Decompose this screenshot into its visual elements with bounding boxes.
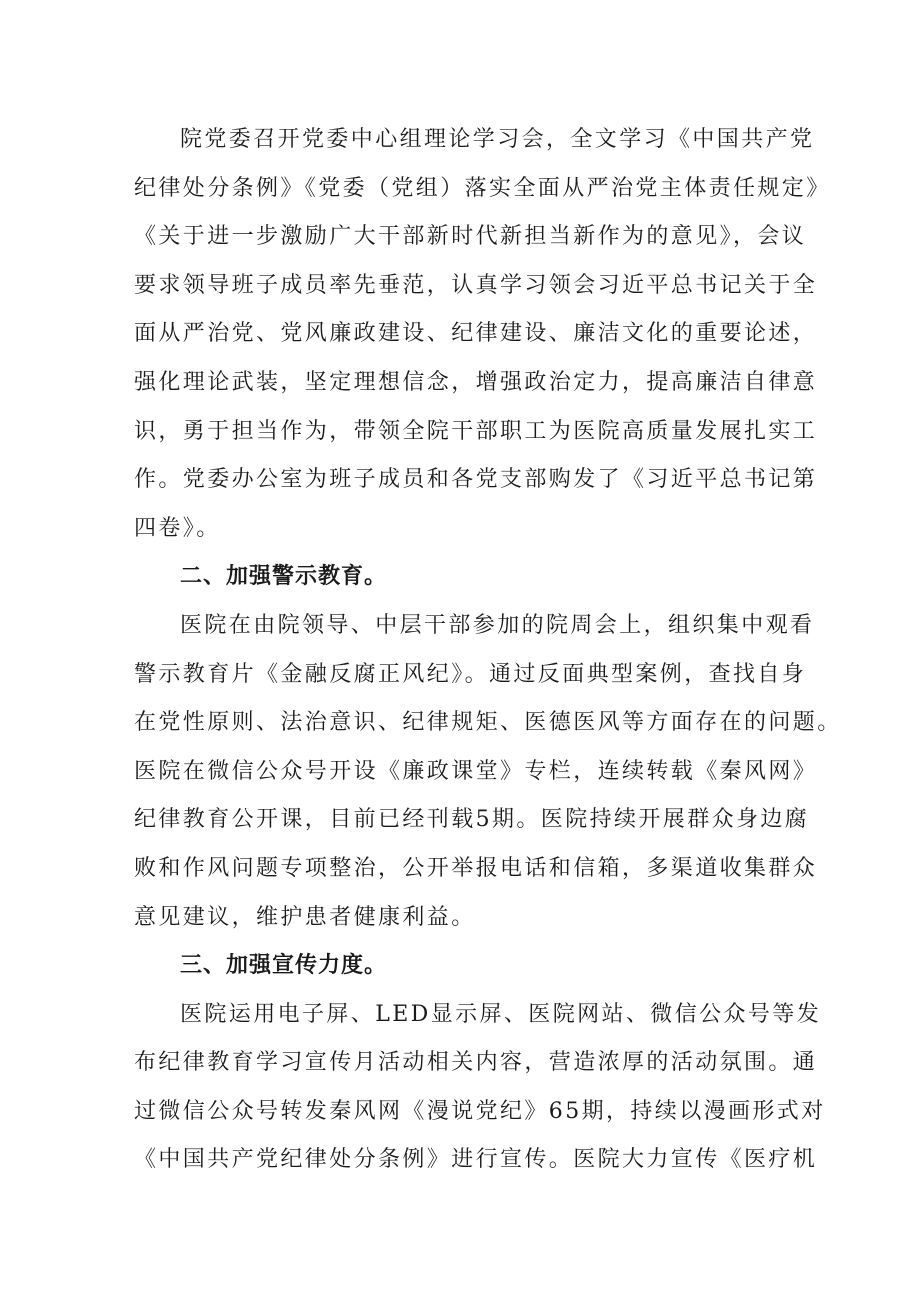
paragraph-line: 纪律教育公开课，目前已经刊载5期。医院持续开展群众身边腐 xyxy=(134,807,810,833)
paragraph-line: 纪律处分条例》《党委（党组）落实全面从严治党主体责任规定》 xyxy=(134,175,831,201)
paragraph-line: 《中国共产党纪律处分条例》进行宣传。医院大力宣传《医疗机 xyxy=(134,1147,818,1173)
paragraph-line: 强化理论武装，坚定理想信念，增强政治定力，提高廉洁自律意 xyxy=(134,369,818,395)
paragraph-line: 意见建议，维护患者健康利益。 xyxy=(134,904,476,930)
paragraph-line: 识，勇于担当作为，带领全院干部职工为医院高质量发展扎实工 xyxy=(134,418,818,444)
paragraph-line: 面从严治党、党风廉政建设、纪律建设、廉洁文化的重要论述， xyxy=(134,321,818,347)
paragraph-line: 医院运用电子屏、LED显示屏、医院网站、微信公众号等发 xyxy=(180,1001,822,1027)
paragraph-line: 警示教育片《金融反腐正风纪》。通过反面典型案例，查找自身 xyxy=(134,661,807,687)
paragraph-line: 布纪律教育学习宣传月活动相关内容，营造浓厚的活动氛围。通 xyxy=(134,1050,818,1076)
paragraph-line: 《关于进一步激励广大干部新时代新担当新作为的意见》，会议 xyxy=(134,224,807,250)
paragraph-study-session xyxy=(134,116,831,553)
section-heading: 三、加强宣传力度。 xyxy=(180,953,388,979)
section-heading-publicity xyxy=(134,942,794,991)
paragraph-line: 败和作风问题专项整治，公开举报电话和信箱，多渠道收集群众 xyxy=(134,855,818,881)
paragraph-line: 作。党委办公室为班子成员和各党支部购发了《习近平总书记第 xyxy=(134,467,818,493)
paragraph-line: 医院在由院领导、中层干部参加的院周会上，组织集中观看 xyxy=(180,612,815,638)
document-body xyxy=(134,116,842,1185)
paragraph-line: 过微信公众号转发秦风网《漫说党纪》65期，持续以漫画形式对 xyxy=(134,1098,826,1124)
paragraph-line: 院党委召开党委中心组理论学习会，全文学习《中国共产党 xyxy=(180,127,815,152)
paragraph-line: 要求领导班子成员率先垂范，认真学习领会习近平总书记关于全 xyxy=(134,272,818,298)
paragraph-warning-education xyxy=(134,602,842,942)
section-heading: 二、加强警示教育。 xyxy=(180,564,388,590)
paragraph-publicity xyxy=(134,991,826,1185)
paragraph-line: 四卷》。 xyxy=(134,515,221,541)
paragraph-line: 医院在微信公众号开设《廉政课堂》专栏，连续转载《秦风网》 xyxy=(134,758,818,784)
paragraph-line: 在党性原则、法治意识、纪律规矩、医德医风等方面存在的问题。 xyxy=(134,710,842,736)
section-heading-warning-education xyxy=(134,553,794,602)
